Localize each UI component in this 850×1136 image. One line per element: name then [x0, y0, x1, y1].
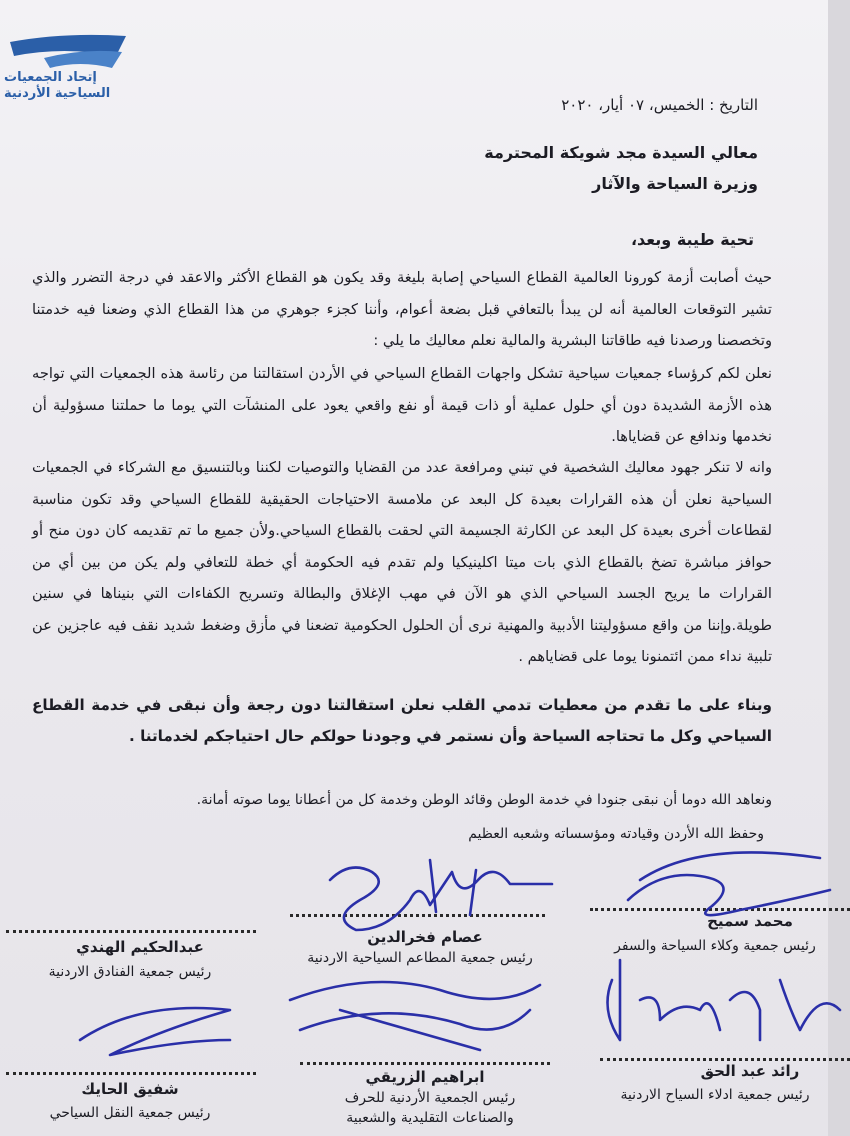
signature-line [6, 930, 256, 933]
recipient-name: معالي السيدة مجد شويكة المحترمة [484, 143, 758, 162]
signature-scrawl [330, 868, 552, 931]
signatory-name: ابراهيم الزريقي [365, 1068, 485, 1086]
signatory-title: رئيس جمعية الفنادق الاردنية [48, 964, 212, 980]
signatory-name: محمد سميح [707, 912, 793, 930]
signatory-name: شفيق الحايك [81, 1080, 179, 1098]
signature-line [6, 1072, 256, 1075]
signature-scrawl [80, 1008, 230, 1055]
signatory-title: رئيس جمعية وكلاء السياحة والسفر [614, 938, 816, 954]
signatory-name: رائد عبد الحق [700, 1062, 800, 1080]
signatory-title: رئيس جمعية النقل السياحي [49, 1105, 211, 1121]
paper-edge [828, 0, 850, 1136]
recipient-title: وزيرة السياحة والآثار [592, 174, 758, 193]
pledge-line: ونعاهد الله دوما أن نبقى جنودا في خدمة الوطن وقائد الوطن وخدمة كل من أعطانا يوما صوته أمانة. [196, 792, 772, 808]
signatory-title: رئيس جمعية المطاعم السياحية الاردنية [307, 950, 533, 966]
signatory-name: عصام فخرالدين [367, 928, 483, 946]
signature-line [300, 1062, 550, 1065]
signature-scrawl [290, 982, 540, 1050]
body-paragraph-3: وانه لا تنكر جهود معاليك الشخصية في تبني ومرافعة عدد من القضايا والتوصيات لكننا وبالتنسيق مع الشركاء في الجمعيات السياحية نعلن أن هذه القرارات بعيدة كل البعد عن ملامسة الاحتياجات الحقيقية للقطاع السياحي وقد تكون مناسبة لقطاعات أخرى بعيدة كل البعد عن الكارثة الجسيمة التي لحقت بالقطاع السياحي.ولأن جميع ما تم تقديمه كان دون منح أو حوافز مباشرة تضخ بالقطاع الذي بات ميتا اكلينيكيا ولم تقدم فيه الحكومة أي خطة للتعافي ولم يكن من بين أي من القرارات ما يريح الجسد السياحي الذي هو الآن في مهب الإغلاق والبطالة وتسريح الكفاءات التي بنيناها في سنين طويلة.وإننا من واقع مسؤوليتنا الأدبية والمهنية نرى أن الحلول الحكومية تضعنا في مأزق وضغط شديد نقف فيه عاجزين عن تلبية نداء ممن ائتمنونا يوما على قضاياهم . [32, 459, 772, 665]
greeting: تحية طيبة وبعد، [630, 230, 754, 249]
body-paragraph-1: حيث أصابت أزمة كورونا العالمية القطاع السياحي إصابة بليغة وقد يكون هو القطاع الأكثر والاعقد في درجة التضرر والذي تشير التوقعات العالمية أنه لن يبدأ بالتعافي قبل بضعة أعوام، وأننا كجزء جوهري من هذا القطاع الذي وضعنا فيه خدمتنا وتخصصنا ورصدنا فيه طاقاتنا البشرية والمالية نعلم معاليك ما يلي : [32, 269, 772, 349]
signature-scrawl [430, 860, 476, 915]
signature-scrawl [640, 852, 820, 880]
signatory-title: رئيس الجمعية الأردنية للحرف والصناعات التقليدية والشعبية [344, 1090, 516, 1126]
blessing-line: وحفظ الله الأردن وقيادته ومؤسساته وشعبه العظيم [468, 826, 764, 842]
body-paragraph-2: نعلن لكم كرؤساء جمعيات سياحية تشكل واجهات القطاع السياحي في الأردن استقالتنا من رئاسة هذه الجمعيات التي تواجه هذه الأزمة الشديدة دون أي حلول عملية أو ذات قيمة أو نفع واقعي يعود على المنشآت التي يوما ما حملتنا مسؤولية أن نخدمها وندافع عن قضاياها. [32, 365, 772, 445]
logo-text-line1: إتحاد الجمعيات [4, 70, 97, 85]
signature-line [590, 908, 850, 911]
signature-scrawl [608, 960, 841, 1040]
letter-date: التاريخ : الخميس، ٠٧ أيار، ٢٠٢٠ [561, 96, 758, 114]
signature-line [290, 914, 545, 917]
logo-text-line2: السياحية الأردنية [4, 86, 111, 101]
signature-line [600, 1058, 850, 1061]
resolution-paragraph: وبناء على ما تقدم من معطيات تدمي القلب نعلن استقالتنا دون رجعة وأن نبقى في خدمة القطاع السياحي وكل ما تحتاجه السياحة وأن نستمر في وجودنا حولكم حال احتياجكم لخدماتنا . [32, 696, 772, 745]
signatory-name: عبدالحكيم الهندي [76, 938, 204, 956]
signatory-title: رئيس جمعية ادلاء السياح الاردنية [620, 1087, 810, 1103]
